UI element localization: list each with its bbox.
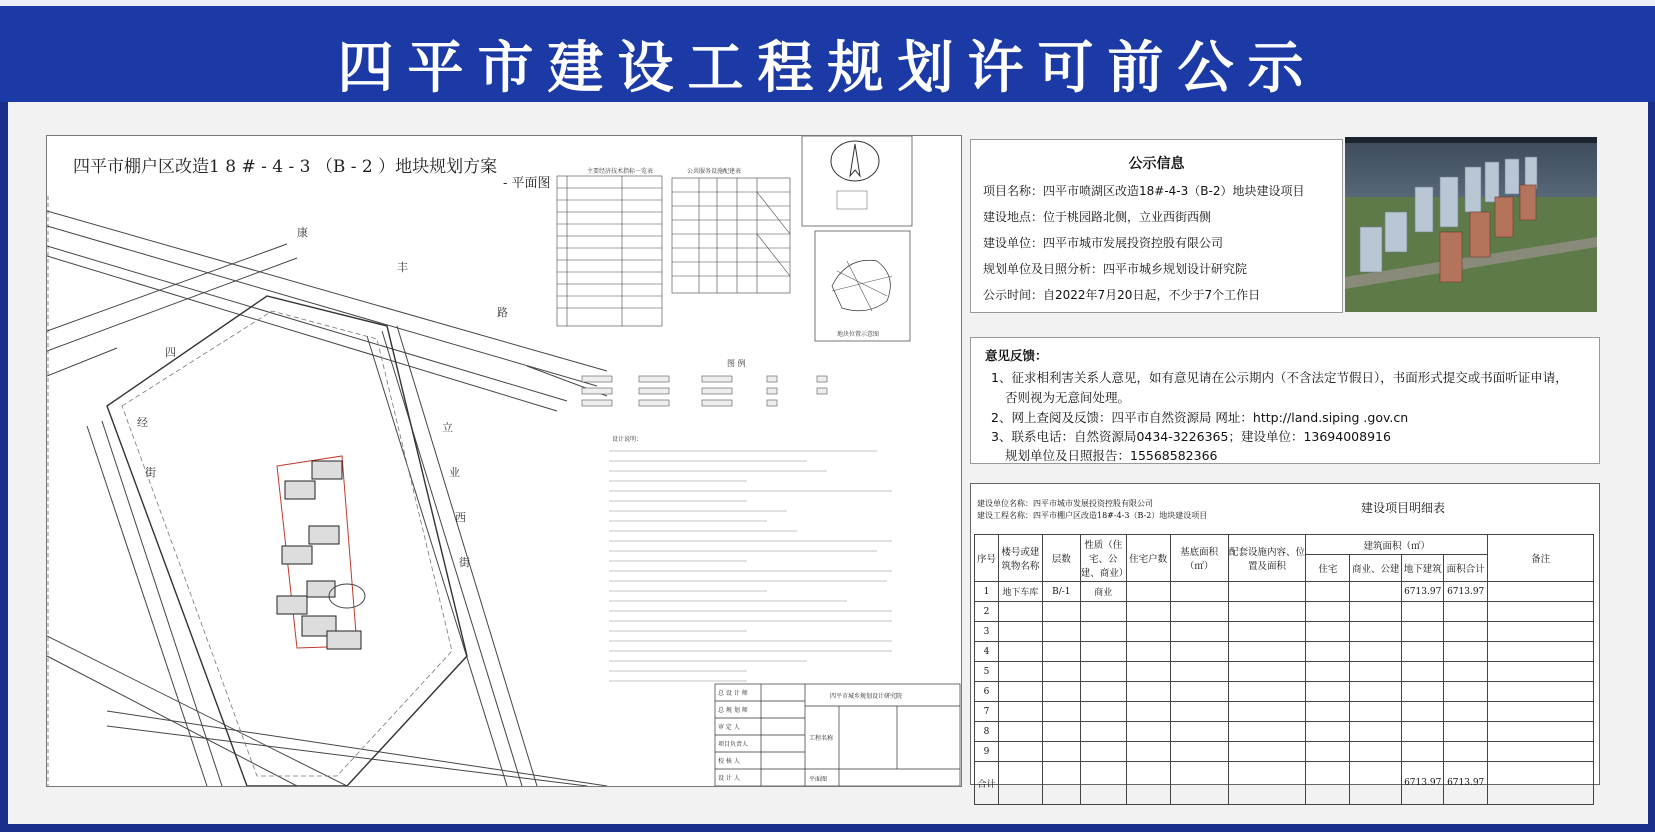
title-banner [0, 0, 1655, 102]
detail-caption: 建设项目明细表 [1361, 501, 1446, 515]
aerial-rendering-image [1345, 137, 1597, 312]
table-row [975, 762, 1594, 805]
col-header: 备注 [1488, 535, 1594, 582]
road-label: 路 [497, 306, 508, 319]
road-label: 丰 [397, 261, 408, 274]
road-label: 康 [297, 226, 308, 239]
site-plan-drawing [46, 135, 962, 787]
table-row [975, 582, 1594, 602]
cell: 商业 [1080, 582, 1126, 602]
cell: 7 [975, 702, 999, 722]
period-line: 公示时间：自2022年7月20日起，不少于7个工作日 [983, 288, 1261, 302]
titleblock-row: 校 核 人 [718, 758, 740, 765]
cell: 8 [975, 722, 999, 742]
col-header: 住宅 [1306, 555, 1350, 582]
cell: 1 [975, 582, 999, 602]
planner-line: 规划单位及日照分析：四平市城乡规划设计研究院 [983, 262, 1248, 276]
cell: 地下车库 [998, 582, 1042, 602]
titleblock-project-label: 工程名称 [809, 735, 834, 742]
titleblock-row: 总 设 计 师 [718, 690, 748, 697]
col-header: 面积合计 [1444, 555, 1488, 582]
table-row [975, 602, 1594, 622]
titleblock-row: 审 定 人 [718, 724, 740, 731]
col-header: 住宅户数 [1126, 535, 1170, 582]
road-label: 街 [459, 556, 470, 569]
road-label: 西 [455, 511, 466, 524]
site-plan-map [47, 136, 961, 786]
cell: 6713.97 [1402, 582, 1444, 602]
cell: B/-1 [1042, 582, 1080, 602]
public-info-heading: 公示信息 [1128, 156, 1185, 172]
cell: 5 [975, 662, 999, 682]
total-label: 合计 [975, 762, 999, 805]
road-label: 立 [442, 421, 453, 434]
location-line: 建设地点：位于桃园路北侧，立业西街西侧 [983, 210, 1212, 224]
titleblock-row: 总 规 划 师 [718, 707, 748, 714]
col-header: 配套设施内容、位置及面积 [1228, 535, 1306, 582]
titleblock-drawing-label: 平面图 [809, 776, 828, 783]
cell: 4 [975, 642, 999, 662]
table-row [975, 622, 1594, 642]
titleblock-row: 项目负责人 [718, 741, 749, 748]
legend-title: 图 例 [727, 359, 746, 368]
cell: 3 [975, 622, 999, 642]
titleblock-row: 设 计 人 [718, 775, 740, 782]
cell: 2 [975, 602, 999, 622]
detail-unit: 建设单位名称：四平市城市发展投资控股有限公司 [977, 499, 1153, 508]
cell: 6 [975, 682, 999, 702]
col-header: 基底面积（㎡） [1170, 535, 1228, 582]
road-label: 经 [137, 416, 148, 429]
indicator-table-title: 主要经济技术指标一览表 [587, 168, 654, 175]
table-row [975, 742, 1594, 762]
feedback-item-3-cont: 规划单位及日照报告：15568582366 [1005, 448, 1218, 463]
cell [1170, 582, 1228, 602]
detail-rows [975, 582, 1594, 805]
col-header: 性质（住宅、公建、商业） [1080, 535, 1126, 582]
table-row [975, 642, 1594, 662]
col-header: 楼号或建筑物名称 [998, 535, 1042, 582]
cell: 9 [975, 742, 999, 762]
cell [1228, 582, 1306, 602]
facility-table-title: 公共服务设施配建表 [687, 168, 742, 175]
road-label: 四 [165, 346, 176, 359]
total-area: 6713.97 [1444, 762, 1488, 805]
location-caption: 地块位置示意图 [837, 331, 880, 338]
cell [1350, 582, 1402, 602]
banner-title: 四平市建设工程规划许可前公示 [337, 36, 1318, 101]
col-header: 序号 [975, 535, 999, 582]
table-row [975, 682, 1594, 702]
project-detail-sheet [970, 483, 1600, 790]
cell [1306, 582, 1350, 602]
total-under: 6713.97 [1402, 762, 1444, 805]
table-row [975, 662, 1594, 682]
col-header: 地下建筑 [1402, 555, 1444, 582]
col-header: 商业、公建 [1350, 555, 1402, 582]
table-row [975, 722, 1594, 742]
drawing-title: 四平市棚户区改造1 8 # - 4 - 3 （B - 2 ）地块规划方案 [73, 157, 498, 177]
col-header: 层数 [1042, 535, 1080, 582]
detail-project: 建设工程名称：四平市棚户区改造18#-4-3（B-2）地块建设项目 [977, 511, 1208, 520]
builder-line: 建设单位：四平市城市发展投资控股有限公司 [983, 236, 1224, 250]
feedback-item-2: 2、网上查阅及反馈：四平市自然资源局 网址：http://land.siping .gov.cn [991, 410, 1409, 425]
cell [1126, 582, 1170, 602]
table-row [975, 702, 1594, 722]
project-name-line: 项目名称：四平市喷湖区改造18#-4-3（B-2）地块建设项目 [983, 184, 1305, 198]
location-map [815, 231, 910, 341]
feedback-heading: 意见反馈： [985, 348, 1048, 363]
road-label: 业 [449, 466, 460, 479]
feedback-item-3: 3、联系电话：自然资源局0434-3226365；建设单位：13694008916 [991, 429, 1391, 444]
drawing-subtitle: - 平面图 [503, 176, 551, 191]
road-label: 街 [145, 466, 156, 479]
col-header-group: 建筑面积（㎡） [1306, 535, 1488, 555]
feedback-box [970, 337, 1600, 464]
design-notes-heading: 设计说明： [612, 436, 643, 443]
detail-table [974, 534, 1594, 805]
cell: 6713.97 [1444, 582, 1488, 602]
feedback-item-1: 1、征求相利害关系人意见，如有意见请在公示期内（不含法定节假日），书面形式提交或书面听证申请， [991, 370, 1568, 385]
cell [1488, 582, 1594, 602]
titleblock-org: 四平市城乡规划设计研究院 [830, 693, 903, 700]
public-info-box [970, 139, 1343, 313]
feedback-item-1-cont: 否则视为无意间处理。 [1005, 390, 1131, 405]
